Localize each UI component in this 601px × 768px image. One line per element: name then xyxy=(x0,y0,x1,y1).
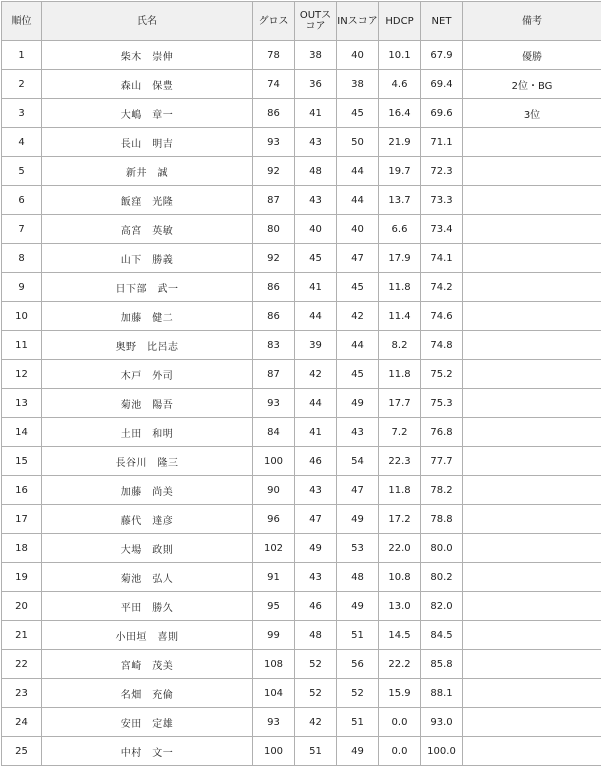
net-cell: 78.8 xyxy=(421,505,463,534)
rank-cell: 16 xyxy=(2,476,42,505)
table-row xyxy=(2,534,601,563)
table-row xyxy=(2,650,601,679)
name-cell: 加藤 健二 xyxy=(42,302,253,331)
out-score-cell: 44 xyxy=(295,389,337,418)
name-cell: 大嶋 章一 xyxy=(42,99,253,128)
name-cell: 大場 政則 xyxy=(42,534,253,563)
name-cell: 高宮 英敏 xyxy=(42,215,253,244)
hdcp-cell: 15.9 xyxy=(379,679,421,708)
gross-cell: 108 xyxy=(253,650,295,679)
in-score-cell: 48 xyxy=(337,563,379,592)
gross-cell: 92 xyxy=(253,244,295,273)
rank-cell: 13 xyxy=(2,389,42,418)
name-cell: 森山 保豊 xyxy=(42,70,253,99)
in-score-cell: 49 xyxy=(337,389,379,418)
table-row xyxy=(2,592,601,621)
gross-cell: 102 xyxy=(253,534,295,563)
out-score-cell: 52 xyxy=(295,650,337,679)
gross-cell: 74 xyxy=(253,70,295,99)
in-score-cell: 44 xyxy=(337,186,379,215)
name-cell: 長谷川 隆三 xyxy=(42,447,253,476)
table-row xyxy=(2,476,601,505)
hdcp-cell: 11.4 xyxy=(379,302,421,331)
hdcp-cell: 22.3 xyxy=(379,447,421,476)
net-cell: 67.9 xyxy=(421,41,463,70)
out-score-cell: 36 xyxy=(295,70,337,99)
rank-cell: 18 xyxy=(2,534,42,563)
in-score-cell: 43 xyxy=(337,418,379,447)
out-score-cell: 52 xyxy=(295,679,337,708)
note-cell xyxy=(463,563,601,592)
out-score-cell: 44 xyxy=(295,302,337,331)
net-cell: 82.0 xyxy=(421,592,463,621)
in-score-cell: 47 xyxy=(337,244,379,273)
in-score-cell: 44 xyxy=(337,157,379,186)
hdcp-cell: 0.0 xyxy=(379,737,421,766)
name-cell: 山下 勝義 xyxy=(42,244,253,273)
gross-cell: 86 xyxy=(253,99,295,128)
note-cell xyxy=(463,708,601,737)
note-cell xyxy=(463,360,601,389)
name-cell: 日下部 武一 xyxy=(42,273,253,302)
note-cell xyxy=(463,302,601,331)
name-cell: 長山 明吉 xyxy=(42,128,253,157)
header-in-score: INスコア xyxy=(337,2,379,41)
table-row xyxy=(2,128,601,157)
in-score-cell: 49 xyxy=(337,505,379,534)
name-cell: 藤代 達彦 xyxy=(42,505,253,534)
gross-cell: 95 xyxy=(253,592,295,621)
hdcp-cell: 10.8 xyxy=(379,563,421,592)
name-cell: 名畑 充倫 xyxy=(42,679,253,708)
name-cell: 宮崎 茂美 xyxy=(42,650,253,679)
rank-cell: 7 xyxy=(2,215,42,244)
hdcp-cell: 11.8 xyxy=(379,360,421,389)
net-cell: 78.2 xyxy=(421,476,463,505)
in-score-cell: 44 xyxy=(337,331,379,360)
table-row xyxy=(2,273,601,302)
rank-cell: 11 xyxy=(2,331,42,360)
hdcp-cell: 17.9 xyxy=(379,244,421,273)
gross-cell: 93 xyxy=(253,128,295,157)
note-cell xyxy=(463,737,601,766)
net-cell: 73.3 xyxy=(421,186,463,215)
hdcp-cell: 7.2 xyxy=(379,418,421,447)
out-score-cell: 43 xyxy=(295,476,337,505)
name-cell: 安田 定雄 xyxy=(42,708,253,737)
out-score-cell: 39 xyxy=(295,331,337,360)
hdcp-cell: 22.2 xyxy=(379,650,421,679)
table-row xyxy=(2,563,601,592)
gross-cell: 92 xyxy=(253,157,295,186)
note-cell xyxy=(463,447,601,476)
table-row xyxy=(2,186,601,215)
hdcp-cell: 10.1 xyxy=(379,41,421,70)
note-cell xyxy=(463,592,601,621)
hdcp-cell: 8.2 xyxy=(379,331,421,360)
name-cell: 菊池 陽吾 xyxy=(42,389,253,418)
header-rank: 順位 xyxy=(2,2,42,41)
gross-cell: 86 xyxy=(253,302,295,331)
table-row xyxy=(2,679,601,708)
out-score-cell: 48 xyxy=(295,621,337,650)
rank-cell: 14 xyxy=(2,418,42,447)
hdcp-cell: 4.6 xyxy=(379,70,421,99)
table-row xyxy=(2,505,601,534)
name-cell: 小田垣 喜則 xyxy=(42,621,253,650)
table-row xyxy=(2,418,601,447)
in-score-cell: 56 xyxy=(337,650,379,679)
gross-cell: 90 xyxy=(253,476,295,505)
net-cell: 69.4 xyxy=(421,70,463,99)
rank-cell: 15 xyxy=(2,447,42,476)
header-gross: グロス xyxy=(253,2,295,41)
hdcp-cell: 0.0 xyxy=(379,708,421,737)
note-cell xyxy=(463,476,601,505)
table-row xyxy=(2,244,601,273)
name-cell: 土田 和明 xyxy=(42,418,253,447)
rank-cell: 10 xyxy=(2,302,42,331)
header-note: 備考 xyxy=(463,2,601,41)
table-row xyxy=(2,331,601,360)
gross-cell: 99 xyxy=(253,621,295,650)
hdcp-cell: 6.6 xyxy=(379,215,421,244)
note-cell xyxy=(463,505,601,534)
out-score-cell: 41 xyxy=(295,273,337,302)
net-cell: 69.6 xyxy=(421,99,463,128)
in-score-cell: 54 xyxy=(337,447,379,476)
in-score-cell: 45 xyxy=(337,360,379,389)
net-cell: 80.0 xyxy=(421,534,463,563)
out-score-cell: 38 xyxy=(295,41,337,70)
name-cell: 中村 文一 xyxy=(42,737,253,766)
rank-cell: 2 xyxy=(2,70,42,99)
note-cell xyxy=(463,389,601,418)
hdcp-cell: 13.0 xyxy=(379,592,421,621)
table-row xyxy=(2,360,601,389)
net-cell: 84.5 xyxy=(421,621,463,650)
in-score-cell: 51 xyxy=(337,708,379,737)
in-score-cell: 49 xyxy=(337,592,379,621)
rank-cell: 5 xyxy=(2,157,42,186)
gross-cell: 80 xyxy=(253,215,295,244)
note-cell xyxy=(463,650,601,679)
name-cell: 木戸 外司 xyxy=(42,360,253,389)
in-score-cell: 52 xyxy=(337,679,379,708)
out-score-cell: 43 xyxy=(295,563,337,592)
note-cell xyxy=(463,679,601,708)
gross-cell: 93 xyxy=(253,389,295,418)
table-row xyxy=(2,389,601,418)
in-score-cell: 49 xyxy=(337,737,379,766)
in-score-cell: 40 xyxy=(337,215,379,244)
rank-cell: 6 xyxy=(2,186,42,215)
note-cell xyxy=(463,157,601,186)
rank-cell: 24 xyxy=(2,708,42,737)
table-row xyxy=(2,70,601,99)
name-cell: 柴木 崇伸 xyxy=(42,41,253,70)
net-cell: 74.8 xyxy=(421,331,463,360)
note-cell xyxy=(463,331,601,360)
name-cell: 飯窪 光隆 xyxy=(42,186,253,215)
table-row xyxy=(2,708,601,737)
net-cell: 73.4 xyxy=(421,215,463,244)
net-cell: 75.2 xyxy=(421,360,463,389)
name-cell: 平田 勝久 xyxy=(42,592,253,621)
gross-cell: 96 xyxy=(253,505,295,534)
rank-cell: 20 xyxy=(2,592,42,621)
in-score-cell: 51 xyxy=(337,621,379,650)
header-net: NET xyxy=(421,2,463,41)
rank-cell: 9 xyxy=(2,273,42,302)
header-out-score: OUTスコア xyxy=(295,2,337,41)
gross-cell: 78 xyxy=(253,41,295,70)
note-cell xyxy=(463,128,601,157)
rank-cell: 22 xyxy=(2,650,42,679)
table-row xyxy=(2,215,601,244)
rank-cell: 12 xyxy=(2,360,42,389)
out-score-cell: 41 xyxy=(295,99,337,128)
net-cell: 88.1 xyxy=(421,679,463,708)
rank-cell: 3 xyxy=(2,99,42,128)
hdcp-cell: 13.7 xyxy=(379,186,421,215)
out-score-cell: 42 xyxy=(295,360,337,389)
gross-cell: 87 xyxy=(253,186,295,215)
rank-cell: 8 xyxy=(2,244,42,273)
table-row xyxy=(2,621,601,650)
gross-cell: 100 xyxy=(253,447,295,476)
gross-cell: 93 xyxy=(253,708,295,737)
rank-cell: 21 xyxy=(2,621,42,650)
in-score-cell: 42 xyxy=(337,302,379,331)
note-cell xyxy=(463,418,601,447)
net-cell: 71.1 xyxy=(421,128,463,157)
table-row xyxy=(2,99,601,128)
table-row xyxy=(2,447,601,476)
hdcp-cell: 21.9 xyxy=(379,128,421,157)
net-cell: 85.8 xyxy=(421,650,463,679)
net-cell: 74.6 xyxy=(421,302,463,331)
header-hdcp: HDCP xyxy=(379,2,421,41)
hdcp-cell: 14.5 xyxy=(379,621,421,650)
table-row xyxy=(2,41,601,70)
net-cell: 74.1 xyxy=(421,244,463,273)
gross-cell: 83 xyxy=(253,331,295,360)
rank-cell: 17 xyxy=(2,505,42,534)
note-cell xyxy=(463,534,601,563)
header-row xyxy=(2,2,601,41)
net-cell: 76.8 xyxy=(421,418,463,447)
rank-cell: 1 xyxy=(2,41,42,70)
gross-cell: 100 xyxy=(253,737,295,766)
out-score-cell: 42 xyxy=(295,708,337,737)
in-score-cell: 53 xyxy=(337,534,379,563)
name-cell: 新井 誠 xyxy=(42,157,253,186)
gross-cell: 91 xyxy=(253,563,295,592)
in-score-cell: 47 xyxy=(337,476,379,505)
table-row xyxy=(2,302,601,331)
net-cell: 100.0 xyxy=(421,737,463,766)
out-score-cell: 47 xyxy=(295,505,337,534)
out-score-cell: 48 xyxy=(295,157,337,186)
gross-cell: 86 xyxy=(253,273,295,302)
note-cell xyxy=(463,244,601,273)
hdcp-cell: 17.7 xyxy=(379,389,421,418)
net-cell: 80.2 xyxy=(421,563,463,592)
in-score-cell: 45 xyxy=(337,99,379,128)
hdcp-cell: 22.0 xyxy=(379,534,421,563)
rank-cell: 23 xyxy=(2,679,42,708)
name-cell: 奥野 比呂志 xyxy=(42,331,253,360)
in-score-cell: 50 xyxy=(337,128,379,157)
table-row xyxy=(2,157,601,186)
net-cell: 75.3 xyxy=(421,389,463,418)
in-score-cell: 45 xyxy=(337,273,379,302)
out-score-cell: 41 xyxy=(295,418,337,447)
out-score-cell: 51 xyxy=(295,737,337,766)
name-cell: 加藤 尚美 xyxy=(42,476,253,505)
out-score-cell: 49 xyxy=(295,534,337,563)
gross-cell: 84 xyxy=(253,418,295,447)
note-cell xyxy=(463,186,601,215)
note-cell: 優勝 xyxy=(463,41,601,70)
note-cell xyxy=(463,621,601,650)
hdcp-cell: 17.2 xyxy=(379,505,421,534)
out-score-cell: 46 xyxy=(295,592,337,621)
note-cell: 2位・BG xyxy=(463,70,601,99)
hdcp-cell: 11.8 xyxy=(379,273,421,302)
note-cell: 3位 xyxy=(463,99,601,128)
rank-cell: 25 xyxy=(2,737,42,766)
note-cell xyxy=(463,273,601,302)
out-score-cell: 43 xyxy=(295,128,337,157)
name-cell: 菊池 弘人 xyxy=(42,563,253,592)
net-cell: 72.3 xyxy=(421,157,463,186)
net-cell: 74.2 xyxy=(421,273,463,302)
net-cell: 93.0 xyxy=(421,708,463,737)
out-score-cell: 40 xyxy=(295,215,337,244)
in-score-cell: 38 xyxy=(337,70,379,99)
out-score-cell: 45 xyxy=(295,244,337,273)
gross-cell: 104 xyxy=(253,679,295,708)
out-score-cell: 43 xyxy=(295,186,337,215)
header-name: 氏名 xyxy=(42,2,253,41)
out-score-cell: 46 xyxy=(295,447,337,476)
note-cell xyxy=(463,215,601,244)
results-table xyxy=(1,1,601,766)
table-row xyxy=(2,737,601,766)
gross-cell: 87 xyxy=(253,360,295,389)
in-score-cell: 40 xyxy=(337,41,379,70)
hdcp-cell: 11.8 xyxy=(379,476,421,505)
net-cell: 77.7 xyxy=(421,447,463,476)
rank-cell: 19 xyxy=(2,563,42,592)
hdcp-cell: 16.4 xyxy=(379,99,421,128)
hdcp-cell: 19.7 xyxy=(379,157,421,186)
rank-cell: 4 xyxy=(2,128,42,157)
